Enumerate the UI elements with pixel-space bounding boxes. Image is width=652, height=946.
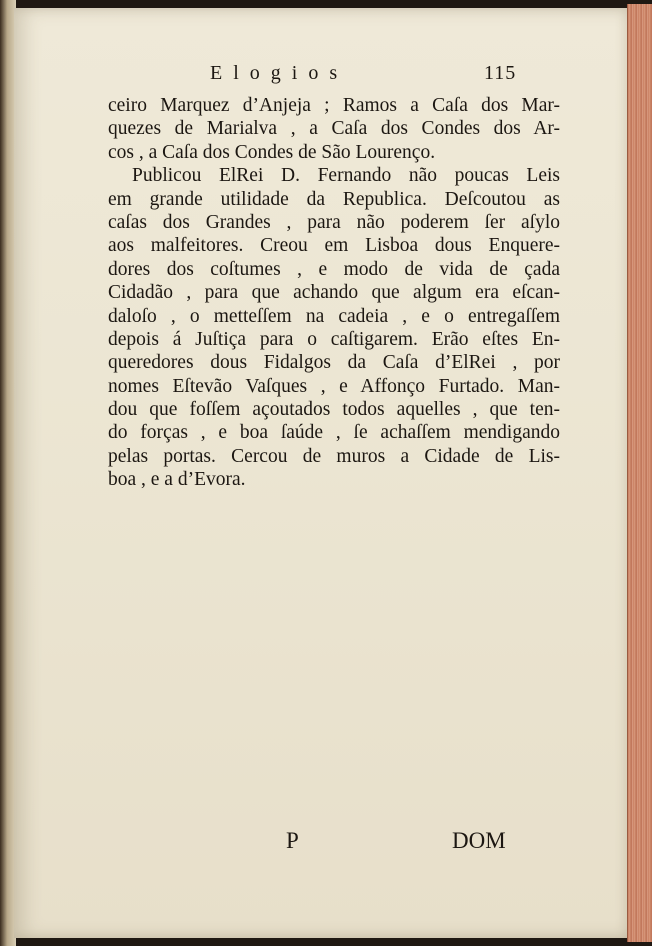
text-line: depois á Juſtiça para o caſtigarem. Erão eſtes En-	[108, 328, 560, 350]
page-sheet	[14, 8, 628, 938]
text-line: aos malfeitores. Creou em Lisboa dous Enquere-	[108, 235, 560, 257]
text-line: daloſo , o metteſſem na cadeia , e o entregaſſem	[108, 305, 560, 327]
text-line: dores dos coſtumes , e modo de vida de çada	[108, 258, 560, 280]
text-line: cos , a Caſa dos Condes de São Lourenço.	[108, 141, 436, 163]
text-line: queredores dous Fidalgos da Caſa d’ElRei , por	[108, 352, 560, 374]
text-line: dou que foſſem açoutados todos aquelles , que ten-	[108, 399, 560, 421]
page-header	[14, 62, 628, 92]
body-text	[108, 94, 560, 492]
text-line: caſas dos Grandes , para não poderem ſer aſylo	[108, 211, 560, 233]
text-line: pelas portas. Cercou de muros a Cidade de Lis-	[108, 445, 560, 467]
text-line: Publicou ElRei D. Fernando não poucas Leis	[132, 165, 560, 187]
signature-mark: P	[286, 828, 299, 853]
text-line: do forças , e boa ſaúde , ſe achaſſem mendigando	[108, 422, 560, 444]
text-line: nomes Eſtevão Vaſques , e Affonço Furtado. Man-	[108, 375, 560, 397]
page-number: 115	[484, 62, 517, 84]
text-line: ceiro Marquez d’Anjeja ; Ramos a Caſa dos Mar-	[108, 95, 560, 116]
fore-edge	[627, 4, 652, 942]
text-line: boa , e a d’Evora.	[108, 469, 246, 491]
running-head: Elogios	[210, 62, 349, 84]
text-line: em grande utilidade da Republica. Deſcoutou as	[108, 188, 560, 210]
text-line: Cidadão , para que achando que algum era eſcan-	[108, 282, 560, 304]
catchword: DOM	[452, 828, 506, 853]
text-line: quezes de Marialva , a Caſa dos Condes dos Ar-	[108, 118, 560, 140]
